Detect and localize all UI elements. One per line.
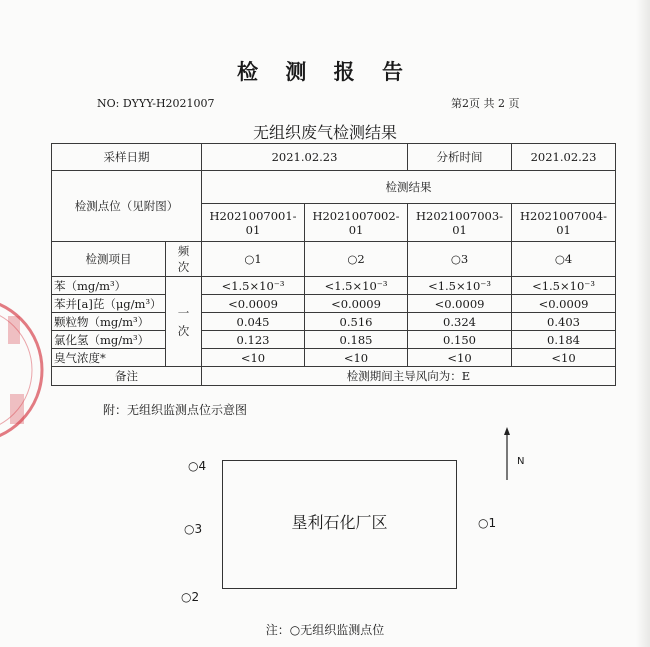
item-name: 苯（mg/m³） — [52, 277, 166, 295]
north-arrow-icon — [500, 426, 514, 482]
result-value: 0.123 — [202, 331, 305, 349]
item-name: 颗粒物（mg/m³） — [52, 313, 166, 331]
result-value: <10 — [202, 349, 305, 367]
result-value: 0.185 — [305, 331, 408, 349]
point-symbol-cell: ○2 — [305, 242, 408, 277]
item-label: 检测项目 — [52, 242, 166, 277]
result-value: 0.045 — [202, 313, 305, 331]
remarks-label: 备注 — [52, 367, 202, 386]
remarks-value: 检测期间主导风向为：E — [202, 367, 616, 386]
monitoring-point-3: ○3 — [184, 522, 203, 536]
legend-note: 注：○无组织监测点位 — [265, 623, 385, 637]
table-caption: 无组织废气检测结果 — [252, 123, 397, 142]
report-title: 检 测 报 告 — [237, 60, 413, 84]
page-info: 第2页 共 2 页 — [451, 97, 520, 110]
point-id-cell: H2021007004-01 — [512, 204, 616, 242]
report-number: NO: DYYY-H2021007 — [97, 97, 215, 110]
point-id-cell: H2021007003-01 — [408, 204, 512, 242]
table-row — [52, 295, 616, 313]
item-name: 氯化氢（mg/m³） — [52, 331, 166, 349]
point-symbol-cell: ○1 — [202, 242, 305, 277]
result-value: <0.0009 — [512, 295, 616, 313]
sampling-date-value: 2021.02.23 — [202, 144, 408, 171]
sampling-date-label: 采样日期 — [52, 144, 202, 171]
monitoring-point-2: ○2 — [181, 590, 200, 604]
result-value: <1.5×10⁻³ — [408, 277, 512, 295]
result-value: <1.5×10⁻³ — [202, 277, 305, 295]
result-value: <0.0009 — [305, 295, 408, 313]
analysis-time-value: 2021.02.23 — [512, 144, 616, 171]
results-header-row — [52, 171, 616, 204]
result-value: 0.324 — [408, 313, 512, 331]
result-value: <1.5×10⁻³ — [305, 277, 408, 295]
table-row — [52, 331, 616, 349]
point-symbol-cell: ○4 — [512, 242, 616, 277]
result-value: <10 — [305, 349, 408, 367]
result-value: 0.150 — [408, 331, 512, 349]
result-value: <0.0009 — [202, 295, 305, 313]
results-table — [51, 143, 616, 386]
point-id-cell: H2021007001-01 — [202, 204, 305, 242]
result-value: <10 — [408, 349, 512, 367]
attachment-label: 附：无组织监测点位示意图 — [103, 403, 248, 417]
monitoring-point-1: ○1 — [478, 516, 497, 530]
analysis-time-label: 分析时间 — [408, 144, 512, 171]
table-row — [52, 313, 616, 331]
item-name: 臭气浓度* — [52, 349, 166, 367]
item-header-row — [52, 242, 616, 277]
plant-area-label: 垦利石化厂区 — [291, 513, 388, 532]
table-row — [52, 277, 616, 295]
frequency-label — [166, 242, 202, 277]
page-edge-shadow — [636, 0, 650, 647]
point-symbol-cell: ○3 — [408, 242, 512, 277]
result-value: <0.0009 — [408, 295, 512, 313]
result-value: <1.5×10⁻³ — [512, 277, 616, 295]
frequency-label-text: 频次 — [177, 244, 190, 274]
location-label: 检测点位（见附图） — [52, 171, 202, 242]
point-id-cell: H2021007002-01 — [305, 204, 408, 242]
result-value: <10 — [512, 349, 616, 367]
results-label: 检测结果 — [202, 171, 616, 204]
frequency-value-text: 一次 — [177, 305, 190, 338]
result-value: 0.403 — [512, 313, 616, 331]
item-name: 苯并[a]芘（μg/m³） — [52, 295, 166, 313]
date-row — [52, 144, 616, 171]
frequency-value — [166, 277, 202, 367]
result-value: 0.516 — [305, 313, 408, 331]
north-label: N — [517, 456, 525, 467]
red-seal-stamp — [0, 290, 50, 450]
result-value: 0.184 — [512, 331, 616, 349]
table-row — [52, 349, 616, 367]
remarks-row — [52, 367, 616, 386]
monitoring-point-4: ○4 — [188, 459, 207, 473]
